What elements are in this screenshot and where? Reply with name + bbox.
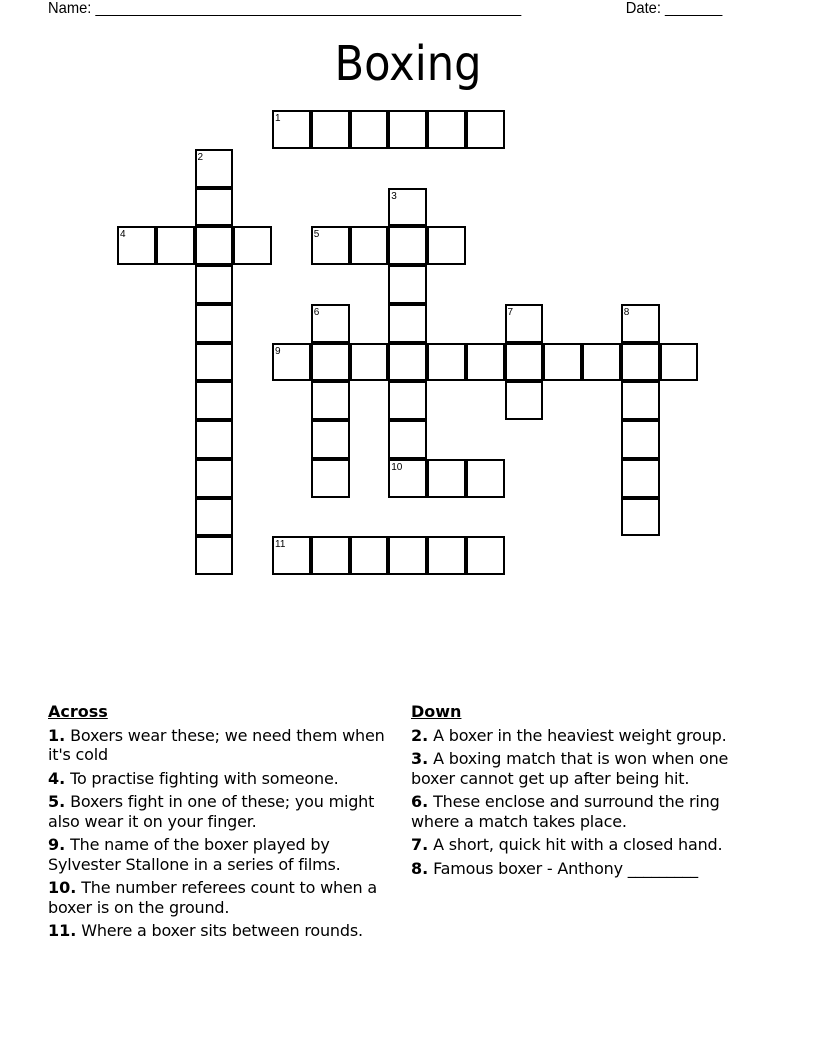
grid-cell[interactable] (117, 226, 156, 265)
grid-cell[interactable] (388, 381, 427, 420)
cell-number: 5 (313, 229, 320, 241)
grid-cell[interactable] (195, 226, 234, 265)
clue-text: Famous boxer - Anthony _________ (428, 858, 698, 878)
cell-number: 1 (275, 113, 281, 124)
grid-cell[interactable] (621, 343, 660, 382)
grid-cell[interactable] (195, 149, 234, 188)
cell-number: 10 (391, 461, 403, 473)
grid-cell[interactable] (621, 498, 660, 537)
grid-cell[interactable] (388, 188, 427, 227)
grid-cell[interactable] (195, 265, 234, 304)
clue-number: 3. (411, 749, 429, 768)
grid-cell[interactable] (621, 420, 660, 459)
cell-number: 11 (275, 539, 286, 551)
grid-cell[interactable] (388, 536, 427, 575)
grid-cell[interactable] (350, 226, 389, 265)
clue-number: 10. (48, 878, 77, 897)
grid-cell[interactable] (311, 343, 350, 382)
grid-cell[interactable] (388, 420, 427, 459)
clue-text: A boxing match that is won when one boxer cannot get up after being hit. (411, 749, 729, 788)
grid-cell[interactable] (427, 226, 466, 265)
grid-cell[interactable] (660, 343, 699, 382)
clue-number: 11. (48, 921, 77, 940)
grid-cell[interactable] (427, 110, 466, 149)
cell-number: 8 (623, 306, 630, 318)
grid-cell[interactable] (311, 110, 350, 149)
clue-down-7 (411, 835, 756, 855)
grid-cell[interactable] (388, 343, 427, 382)
cell-number: 4 (120, 229, 126, 241)
grid-cell[interactable] (388, 304, 427, 343)
grid-cell[interactable] (621, 304, 660, 343)
clue-text: Boxers wear these; we need them when it's cold (48, 725, 385, 764)
clue-number: 1. (48, 725, 66, 745)
grid-cell[interactable] (621, 459, 660, 498)
grid-cell[interactable] (311, 226, 350, 265)
grid-cell[interactable] (311, 536, 350, 575)
grid-cell[interactable] (233, 226, 272, 265)
grid-cell[interactable] (311, 381, 350, 420)
clue-across-5 (48, 792, 388, 831)
date-field[interactable]: Date: _______ (625, 0, 723, 17)
grid-cell[interactable] (505, 343, 544, 382)
grid-cell[interactable] (195, 381, 234, 420)
grid-cell[interactable] (311, 420, 350, 459)
clue-text: Where a boxer sits between rounds. (76, 921, 363, 940)
across-heading: Across (48, 702, 108, 721)
clue-across-9 (48, 835, 388, 874)
grid-cell[interactable] (466, 343, 505, 382)
clue-text: To practise fighting with someone. (65, 768, 339, 788)
grid-cell[interactable] (311, 304, 350, 343)
clue-text: The number referees count to when a boxer is on the ground. (48, 878, 377, 917)
grid-cell[interactable] (195, 343, 234, 382)
clue-number: 7. (411, 835, 429, 854)
grid-cell[interactable] (388, 226, 427, 265)
grid-cell[interactable] (466, 536, 505, 575)
grid-cell[interactable] (505, 304, 544, 343)
grid-cell[interactable] (388, 265, 427, 304)
page-title: Boxing (334, 36, 482, 92)
clue-text: These enclose and surround the ring where a match takes place. (411, 792, 720, 831)
clue-across-11 (48, 921, 388, 941)
clue-number: 2. (411, 725, 429, 745)
clue-number: 4. (48, 768, 66, 788)
grid-cell[interactable] (311, 459, 350, 498)
grid-cell[interactable] (350, 110, 389, 149)
down-clues (411, 702, 756, 882)
cell-number: 2 (197, 151, 204, 163)
grid-cell[interactable] (195, 536, 234, 575)
clue-text: Boxers fight in one of these; you might also wear it on your finger. (48, 792, 375, 831)
grid-cell[interactable] (195, 498, 234, 537)
cell-number: 3 (391, 190, 397, 202)
clue-down-2 (411, 726, 756, 746)
grid-cell[interactable] (195, 188, 234, 227)
clue-across-10 (48, 878, 388, 917)
cell-number: 9 (275, 345, 281, 357)
clue-number: 5. (48, 792, 66, 811)
grid-cell[interactable] (466, 110, 505, 149)
clue-number: 8. (411, 858, 429, 878)
clue-down-3 (411, 749, 756, 788)
clue-number: 6. (411, 792, 429, 811)
cell-number: 6 (313, 306, 320, 318)
grid-cell[interactable] (195, 304, 234, 343)
grid-cell[interactable] (427, 459, 466, 498)
grid-cell[interactable] (272, 343, 311, 382)
grid-cell[interactable] (350, 343, 389, 382)
clue-down-8 (411, 859, 756, 879)
grid-cell[interactable] (388, 459, 427, 498)
grid-cell[interactable] (543, 343, 582, 382)
grid-cell[interactable] (195, 420, 234, 459)
name-field[interactable]: Name: ____________________________________________________ (48, 0, 522, 17)
grid-cell[interactable] (505, 381, 544, 420)
across-clues (48, 702, 388, 945)
clue-text: A short, quick hit with a closed hand. (428, 835, 723, 854)
clue-text: The name of the boxer played by Sylvester Stallone in a series of films. (48, 835, 341, 874)
grid-cell[interactable] (272, 110, 311, 149)
grid-cell[interactable] (388, 110, 427, 149)
grid-cell[interactable] (156, 226, 195, 265)
grid-cell[interactable] (427, 536, 466, 575)
clue-across-4 (48, 769, 388, 789)
grid-cell[interactable] (272, 536, 311, 575)
clue-down-6 (411, 792, 756, 831)
clue-across-1 (48, 726, 388, 765)
down-heading: Down (411, 702, 462, 721)
grid-cell[interactable] (350, 536, 389, 575)
clue-text: A boxer in the heaviest weight group. (428, 725, 727, 745)
grid-cell[interactable] (466, 459, 505, 498)
cell-number: 7 (507, 306, 514, 318)
grid-cell[interactable] (582, 343, 621, 382)
grid-cell[interactable] (621, 381, 660, 420)
grid-cell[interactable] (427, 343, 466, 382)
clue-number: 9. (48, 835, 66, 854)
grid-cell[interactable] (195, 459, 234, 498)
